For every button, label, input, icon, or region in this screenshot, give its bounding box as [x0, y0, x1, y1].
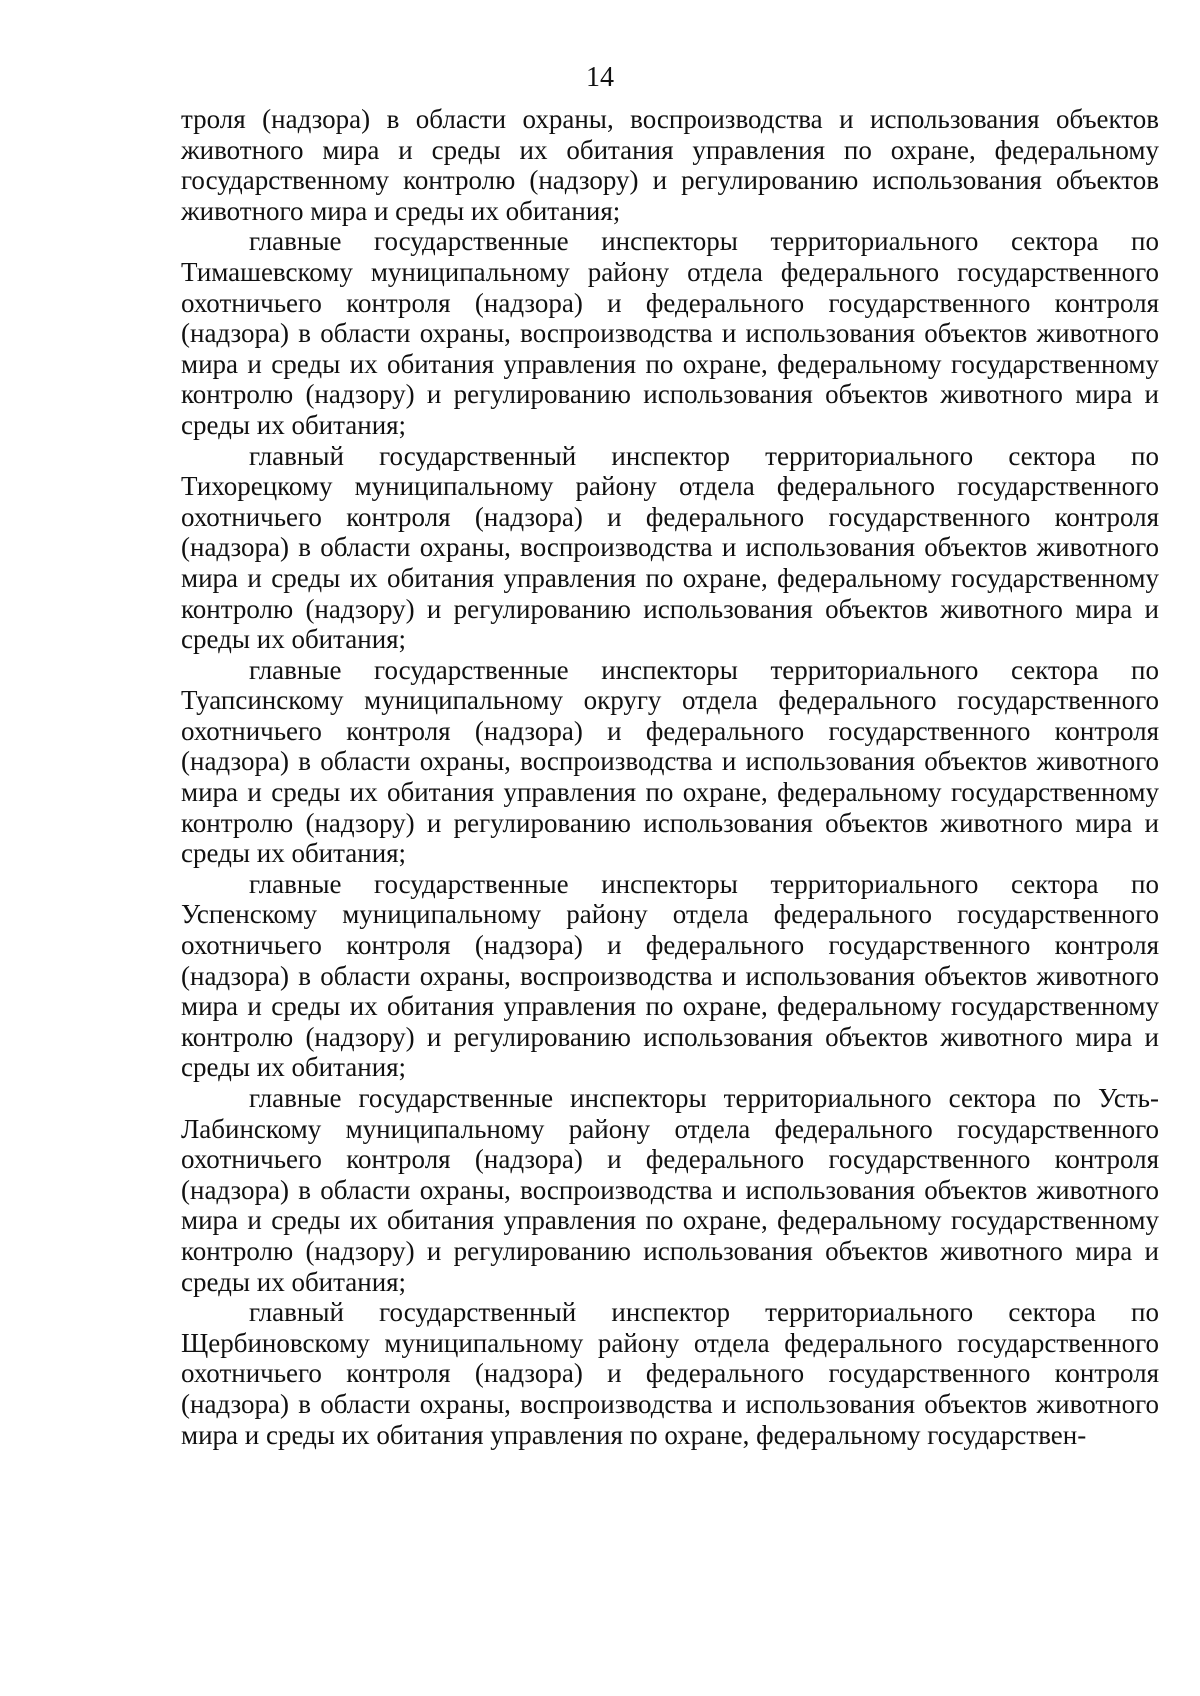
page-number: 14 — [586, 62, 614, 93]
paragraph-tuapsinsky: главные государственные инспекторы территориального сектора по Туапсинскому муниципальному округу отдела федерального государственного охотничьего контроля (надзора) и федерального государственного контроля (надзора) в области охраны, воспроизводства и использования объектов животного мира и среды их обитания управления по охране, федеральному государственному контролю (надзору) и регулированию использования объектов животного мира и среды их обитания; — [181, 654, 1159, 869]
paragraph-ust-labinsky: главные государственные инспекторы территориального сектора по Усть-Лабинскому муниципальному району отдела федерального государственного охотничьего контроля (надзора) и федерального государственного контроля (надзора) в области охраны, воспроизводства и использования объектов животного мира и среды их обитания управления по охране, федеральному государственному контролю (надзору) и регулированию использования объектов животного мира и среды их обитания; — [181, 1083, 1159, 1297]
document-body — [181, 104, 1159, 1450]
paragraph-continuation: троля (надзора) в области охраны, воспроизводства и использования объектов животного мира и среды их обитания управления по охране, федеральному государственному контролю (надзору) и регулированию использования объектов животного мира и среды их обитания; — [181, 104, 1159, 226]
paragraph-tikhoretsky: главный государственный инспектор территориального сектора по Тихорецкому муниципальному району отдела федерального государственного охотничьего контроля (надзора) и федерального государственного контроля (надзора) в области охраны, воспроизводства и использования объектов животного мира и среды их обитания управления по охране, федеральному государственному контролю (надзору) и регулированию использования объектов животного мира и среды их обитания; — [181, 440, 1159, 655]
paragraph-uspensky: главные государственные инспекторы территориального сектора по Успенскому муниципальному району отдела федерального государственного охотничьего контроля (надзора) и федерального государственного контроля (надзора) в области охраны, воспроизводства и использования объектов животного мира и среды их обитания управления по охране, федеральному государственному контролю (надзору) и регулированию использования объектов животного мира и среды их обитания; — [181, 868, 1159, 1083]
paragraph-shcherbinovsky: главный государственный инспектор территориального сектора по Щербиновскому муниципальному району отдела федерального государственного охотничьего контроля (надзора) и федерального государственного контроля (надзора) в области охраны, воспроизводства и использования объектов животного мира и среды их обитания управления по охране, федеральному государствен- — [181, 1297, 1159, 1450]
paragraph-timashevsky: главные государственные инспекторы территориального сектора по Тимашевскому муниципальному району отдела федерального государственного охотничьего контроля (надзора) и федерального государственного контроля (надзора) в области охраны, воспроизводства и использования объектов животного мира и среды их обитания управления по охране, федеральному государственному контролю (надзору) и регулированию использования объектов животного мира и среды их обитания; — [181, 226, 1159, 440]
